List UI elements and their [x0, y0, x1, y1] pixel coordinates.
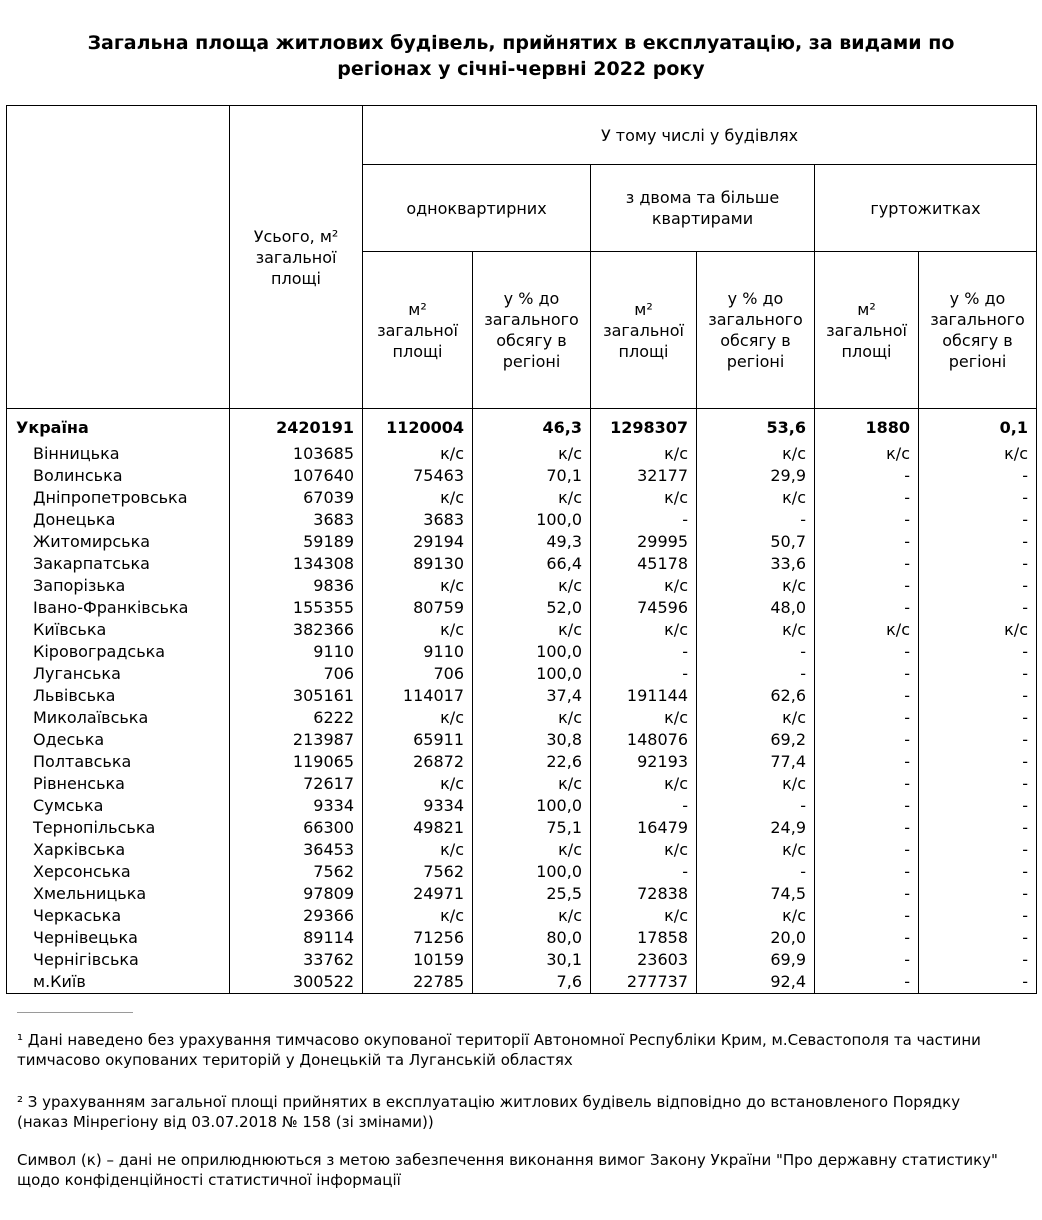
dorm-m2-cell: - [815, 531, 919, 553]
region-name-cell: Запорізька [7, 575, 230, 597]
region-name-cell: Житомирська [7, 531, 230, 553]
dorm-m2-cell: - [815, 465, 919, 487]
dorm-m2-cell: - [815, 707, 919, 729]
dorm-pct-cell: - [919, 465, 1037, 487]
header-m2-line-1: м² [408, 299, 427, 319]
dorm-pct-cell: - [919, 553, 1037, 575]
header-m2-line-1: м² [634, 299, 653, 319]
total-area-cell: 213987 [230, 729, 363, 751]
header-pct-line-2: загального [484, 310, 579, 329]
total-area-cell: 97809 [230, 883, 363, 905]
single-m2-cell: к/с [363, 773, 473, 795]
dorm-m2-cell: - [815, 597, 919, 619]
multi-pct-cell: 24,9 [697, 817, 815, 839]
single-pct-cell: 30,8 [473, 729, 591, 751]
multi-pct-cell: 20,0 [697, 927, 815, 949]
total-area-cell: 119065 [230, 751, 363, 773]
dorm-pct-cell: - [919, 905, 1037, 927]
total-area-cell: 300522 [230, 971, 363, 994]
table-row [7, 531, 1037, 553]
single-m2-cell: к/с [363, 905, 473, 927]
multi-m2-cell: - [591, 795, 697, 817]
header-total-line-1: Усього, м² [253, 226, 339, 246]
multi-pct-cell: 62,6 [697, 685, 815, 707]
page-title-line-2: регіонах у січні-червні 2022 року [337, 58, 705, 80]
single-pct-cell: 100,0 [473, 663, 591, 685]
footnote-3 [17, 1150, 1027, 1190]
single-m2-cell: 1120004 [363, 409, 473, 444]
region-name-cell: Рівненська [7, 773, 230, 795]
dorm-m2-cell: - [815, 575, 919, 597]
table-row [7, 663, 1037, 685]
single-pct-cell: 46,3 [473, 409, 591, 444]
multi-pct-cell: к/с [697, 707, 815, 729]
multi-pct-cell: - [697, 663, 815, 685]
dorm-m2-cell: - [815, 773, 919, 795]
single-m2-cell: 49821 [363, 817, 473, 839]
dorm-pct-cell: - [919, 971, 1037, 994]
multi-pct-cell: - [697, 795, 815, 817]
header-multi-apartment [591, 165, 815, 252]
table-row [7, 487, 1037, 509]
header-m2-line-3: площі [841, 341, 892, 361]
dorm-pct-cell: 0,1 [919, 409, 1037, 444]
single-m2-cell: 706 [363, 663, 473, 685]
dorm-m2-cell: - [815, 817, 919, 839]
multi-pct-cell: 69,9 [697, 949, 815, 971]
footnote-2-line-1: ² З урахуванням загальної площі прийнятих в експлуатацію житлових будівель відповідно до встановленого Порядку [17, 1093, 961, 1111]
single-pct-cell: 49,3 [473, 531, 591, 553]
dorm-m2-cell: - [815, 927, 919, 949]
single-m2-cell: 7562 [363, 861, 473, 883]
total-area-cell: 7562 [230, 861, 363, 883]
multi-m2-cell: 32177 [591, 465, 697, 487]
total-area-cell: 134308 [230, 553, 363, 575]
table-row [7, 443, 1037, 465]
dorm-pct-cell: - [919, 795, 1037, 817]
header-m2-line-3: площі [392, 341, 443, 361]
dorm-pct-cell: - [919, 641, 1037, 663]
table-row [7, 927, 1037, 949]
region-name-cell: Миколаївська [7, 707, 230, 729]
table-row [7, 729, 1037, 751]
single-m2-cell: 26872 [363, 751, 473, 773]
multi-m2-cell: 23603 [591, 949, 697, 971]
table-row [7, 971, 1037, 994]
total-area-cell: 72617 [230, 773, 363, 795]
total-area-cell: 89114 [230, 927, 363, 949]
multi-m2-cell: 16479 [591, 817, 697, 839]
single-m2-cell: 29194 [363, 531, 473, 553]
dorm-m2-cell: - [815, 751, 919, 773]
housing-area-table [6, 105, 1037, 994]
multi-pct-cell: 29,9 [697, 465, 815, 487]
multi-m2-cell: - [591, 641, 697, 663]
region-name-cell: Черкаська [7, 905, 230, 927]
single-pct-cell: 100,0 [473, 509, 591, 531]
region-name-cell: Херсонська [7, 861, 230, 883]
multi-m2-cell: 72838 [591, 883, 697, 905]
total-area-cell: 9836 [230, 575, 363, 597]
multi-pct-cell: 33,6 [697, 553, 815, 575]
dorm-pct-cell: - [919, 531, 1037, 553]
region-name-cell: Волинська [7, 465, 230, 487]
multi-m2-cell: - [591, 663, 697, 685]
table-row [7, 597, 1037, 619]
multi-pct-cell: к/с [697, 773, 815, 795]
single-m2-cell: 10159 [363, 949, 473, 971]
dorm-pct-cell: - [919, 597, 1037, 619]
footnote-1 [17, 1030, 1027, 1070]
single-m2-cell: 24971 [363, 883, 473, 905]
multi-pct-cell: - [697, 509, 815, 531]
dorm-m2-cell: - [815, 861, 919, 883]
header-multi-line-1: з двома та більше [625, 188, 780, 207]
single-m2-cell: 114017 [363, 685, 473, 707]
single-m2-cell: к/с [363, 443, 473, 465]
table-row [7, 619, 1037, 641]
dorm-pct-cell: - [919, 663, 1037, 685]
single-pct-cell: к/с [473, 839, 591, 861]
table-row [7, 817, 1037, 839]
dorm-pct-cell: - [919, 949, 1037, 971]
single-pct-cell: 52,0 [473, 597, 591, 619]
header-dormitory: гуртожитках [815, 165, 1037, 252]
single-pct-cell: 25,5 [473, 883, 591, 905]
total-area-cell: 33762 [230, 949, 363, 971]
multi-m2-cell: 191144 [591, 685, 697, 707]
dorm-m2-cell: - [815, 795, 919, 817]
table-row [7, 751, 1037, 773]
header-pct-line-1: у % до [503, 289, 560, 308]
single-m2-cell: 89130 [363, 553, 473, 575]
single-pct-cell: к/с [473, 619, 591, 641]
dorm-m2-cell: - [815, 553, 919, 575]
total-area-cell: 155355 [230, 597, 363, 619]
region-name-cell: Чернівецька [7, 927, 230, 949]
region-name-cell: Київська [7, 619, 230, 641]
table-row [7, 575, 1037, 597]
total-area-cell: 2420191 [230, 409, 363, 444]
dorm-pct-cell: - [919, 509, 1037, 531]
dorm-m2-cell: - [815, 949, 919, 971]
dorm-pct-cell: - [919, 707, 1037, 729]
header-m2-line-3: площі [618, 341, 669, 361]
header-m2-line-2: загальної [377, 320, 458, 340]
single-pct-cell: к/с [473, 487, 591, 509]
multi-m2-cell: к/с [591, 575, 697, 597]
single-pct-cell: 75,1 [473, 817, 591, 839]
single-pct-cell: 7,6 [473, 971, 591, 994]
header-region-blank [7, 106, 230, 409]
total-area-cell: 103685 [230, 443, 363, 465]
table-row-total [7, 409, 1037, 444]
dorm-m2-cell: - [815, 905, 919, 927]
single-m2-cell: к/с [363, 707, 473, 729]
dorm-pct-cell: - [919, 927, 1037, 949]
dorm-m2-cell: - [815, 839, 919, 861]
total-area-cell: 67039 [230, 487, 363, 509]
region-name-cell: Луганська [7, 663, 230, 685]
single-pct-cell: к/с [473, 905, 591, 927]
table-row [7, 773, 1037, 795]
region-name-cell: Вінницька [7, 443, 230, 465]
dorm-m2-cell: - [815, 883, 919, 905]
footnote-1-line-1: ¹ Дані наведено без урахування тимчасово окупованої території Автономної Республіки Крим, м.Севастополя та частини [17, 1031, 981, 1049]
table-row [7, 685, 1037, 707]
total-area-cell: 9334 [230, 795, 363, 817]
table-row [7, 553, 1037, 575]
region-name-cell: Одеська [7, 729, 230, 751]
total-area-cell: 382366 [230, 619, 363, 641]
total-area-cell: 59189 [230, 531, 363, 553]
region-name-cell: Хмельницька [7, 883, 230, 905]
single-m2-cell: 9334 [363, 795, 473, 817]
header-multi-line-2: квартирами [651, 209, 754, 228]
table-row [7, 707, 1037, 729]
footnote-2-line-2: (наказ Мінрегіону від 03.07.2018 № 158 (зі змінами)) [17, 1113, 434, 1131]
region-name-cell: Закарпатська [7, 553, 230, 575]
multi-pct-cell: 48,0 [697, 597, 815, 619]
single-m2-cell: к/с [363, 487, 473, 509]
header-single-pct [473, 252, 591, 409]
total-area-cell: 706 [230, 663, 363, 685]
multi-m2-cell: - [591, 861, 697, 883]
single-m2-cell: 22785 [363, 971, 473, 994]
region-name-cell: Полтавська [7, 751, 230, 773]
multi-m2-cell: - [591, 509, 697, 531]
total-area-cell: 6222 [230, 707, 363, 729]
dorm-m2-cell: - [815, 729, 919, 751]
multi-pct-cell: - [697, 861, 815, 883]
header-pct-line-3: обсягу в [496, 331, 567, 350]
multi-pct-cell: 53,6 [697, 409, 815, 444]
multi-m2-cell: 277737 [591, 971, 697, 994]
footnote-1-line-2: тимчасово окупованих територій у Донецькій та Луганській областях [17, 1051, 573, 1069]
region-name-cell: Львівська [7, 685, 230, 707]
region-name-cell: Тернопільська [7, 817, 230, 839]
multi-m2-cell: к/с [591, 773, 697, 795]
total-area-cell: 36453 [230, 839, 363, 861]
total-area-cell: 107640 [230, 465, 363, 487]
total-area-cell: 305161 [230, 685, 363, 707]
header-total [230, 106, 363, 409]
header-multi-pct [697, 252, 815, 409]
multi-pct-cell: 77,4 [697, 751, 815, 773]
multi-m2-cell: 148076 [591, 729, 697, 751]
multi-m2-cell: к/с [591, 443, 697, 465]
dorm-pct-cell: к/с [919, 619, 1037, 641]
total-area-cell: 66300 [230, 817, 363, 839]
footnote-3-line-2: щодо конфіденційності статистичної інформації [17, 1171, 401, 1189]
dorm-m2-cell: к/с [815, 619, 919, 641]
dorm-pct-cell: - [919, 839, 1037, 861]
dorm-m2-cell: - [815, 685, 919, 707]
single-m2-cell: 3683 [363, 509, 473, 531]
multi-pct-cell: к/с [697, 839, 815, 861]
dorm-pct-cell: - [919, 861, 1037, 883]
multi-pct-cell: к/с [697, 487, 815, 509]
footnote-2 [17, 1092, 1027, 1132]
single-pct-cell: 100,0 [473, 861, 591, 883]
header-pct-line-2: загального [930, 310, 1025, 329]
multi-m2-cell: 74596 [591, 597, 697, 619]
header-pct-line-2: загального [708, 310, 803, 329]
table-row [7, 795, 1037, 817]
single-m2-cell: к/с [363, 839, 473, 861]
header-pct-line-4: регіоні [726, 352, 785, 371]
single-m2-cell: 65911 [363, 729, 473, 751]
header-m2-line-2: загальної [826, 320, 907, 340]
header-m2-line-2: загальної [603, 320, 684, 340]
page-title [0, 30, 1042, 82]
multi-m2-cell: к/с [591, 905, 697, 927]
single-m2-cell: к/с [363, 575, 473, 597]
multi-m2-cell: 92193 [591, 751, 697, 773]
page-title-line-1: Загальна площа житлових будівель, прийнятих в експлуатацію, за видами по [87, 32, 955, 54]
table-row [7, 839, 1037, 861]
dorm-pct-cell: - [919, 817, 1037, 839]
dorm-m2-cell: к/с [815, 443, 919, 465]
multi-pct-cell: 69,2 [697, 729, 815, 751]
header-single-family: одноквартирних [363, 165, 591, 252]
total-area-cell: 3683 [230, 509, 363, 531]
region-name-cell: Чернігівська [7, 949, 230, 971]
single-m2-cell: 9110 [363, 641, 473, 663]
dorm-pct-cell: - [919, 883, 1037, 905]
single-pct-cell: к/с [473, 443, 591, 465]
table-row [7, 949, 1037, 971]
header-total-line-3: площі [271, 268, 321, 288]
single-pct-cell: 70,1 [473, 465, 591, 487]
multi-pct-cell: к/с [697, 619, 815, 641]
table-row [7, 641, 1037, 663]
dorm-pct-cell: - [919, 729, 1037, 751]
multi-m2-cell: 29995 [591, 531, 697, 553]
footnote-3-line-1: Символ (к) – дані не оприлюднюються з метою забезпечення виконання вимог Закону України "Про державну статистику" [17, 1151, 998, 1169]
header-group: У тому числі у будівлях [363, 106, 1037, 165]
header-pct-line-4: регіоні [948, 352, 1007, 371]
header-total-line-2: загальної [255, 247, 337, 267]
dorm-pct-cell: к/с [919, 443, 1037, 465]
multi-m2-cell: 45178 [591, 553, 697, 575]
header-dorm-pct [919, 252, 1037, 409]
single-pct-cell: 100,0 [473, 795, 591, 817]
multi-pct-cell: 50,7 [697, 531, 815, 553]
header-pct-line-1: у % до [949, 289, 1006, 308]
dorm-m2-cell: - [815, 509, 919, 531]
dorm-pct-cell: - [919, 575, 1037, 597]
dorm-pct-cell: - [919, 773, 1037, 795]
footnote-divider [17, 1012, 133, 1013]
multi-m2-cell: 1298307 [591, 409, 697, 444]
multi-m2-cell: к/с [591, 619, 697, 641]
dorm-pct-cell: - [919, 685, 1037, 707]
region-name-cell: Сумська [7, 795, 230, 817]
region-name-cell: Івано-Франківська [7, 597, 230, 619]
single-pct-cell: 100,0 [473, 641, 591, 663]
table-row [7, 883, 1037, 905]
single-m2-cell: к/с [363, 619, 473, 641]
multi-m2-cell: к/с [591, 707, 697, 729]
single-m2-cell: 80759 [363, 597, 473, 619]
multi-m2-cell: 17858 [591, 927, 697, 949]
single-m2-cell: 71256 [363, 927, 473, 949]
header-single-m2 [363, 252, 473, 409]
single-pct-cell: 37,4 [473, 685, 591, 707]
header-m2-line-1: м² [857, 299, 876, 319]
total-area-cell: 9110 [230, 641, 363, 663]
header-pct-line-1: у % до [727, 289, 784, 308]
total-area-cell: 29366 [230, 905, 363, 927]
region-name-cell: Харківська [7, 839, 230, 861]
single-pct-cell: 30,1 [473, 949, 591, 971]
dorm-m2-cell: 1880 [815, 409, 919, 444]
header-pct-line-4: регіоні [502, 352, 561, 371]
dorm-m2-cell: - [815, 971, 919, 994]
region-name-cell: Україна [7, 409, 230, 444]
dorm-pct-cell: - [919, 751, 1037, 773]
table-body [7, 409, 1037, 994]
multi-pct-cell: к/с [697, 905, 815, 927]
table-row [7, 509, 1037, 531]
dorm-m2-cell: - [815, 487, 919, 509]
region-name-cell: Кіровоградська [7, 641, 230, 663]
multi-pct-cell: 92,4 [697, 971, 815, 994]
single-pct-cell: к/с [473, 575, 591, 597]
dorm-m2-cell: - [815, 663, 919, 685]
multi-pct-cell: к/с [697, 575, 815, 597]
single-m2-cell: 75463 [363, 465, 473, 487]
dorm-pct-cell: - [919, 487, 1037, 509]
dorm-m2-cell: - [815, 641, 919, 663]
region-name-cell: м.Київ [7, 971, 230, 994]
single-pct-cell: 22,6 [473, 751, 591, 773]
table-row [7, 465, 1037, 487]
header-pct-line-3: обсягу в [942, 331, 1013, 350]
single-pct-cell: к/с [473, 707, 591, 729]
region-name-cell: Дніпропетровська [7, 487, 230, 509]
single-pct-cell: 80,0 [473, 927, 591, 949]
table-row [7, 905, 1037, 927]
multi-pct-cell: 74,5 [697, 883, 815, 905]
multi-pct-cell: - [697, 641, 815, 663]
table-row [7, 861, 1037, 883]
single-pct-cell: к/с [473, 773, 591, 795]
single-pct-cell: 66,4 [473, 553, 591, 575]
multi-m2-cell: к/с [591, 839, 697, 861]
header-multi-m2 [591, 252, 697, 409]
multi-pct-cell: к/с [697, 443, 815, 465]
region-name-cell: Донецька [7, 509, 230, 531]
multi-m2-cell: к/с [591, 487, 697, 509]
header-dorm-m2 [815, 252, 919, 409]
header-pct-line-3: обсягу в [720, 331, 791, 350]
